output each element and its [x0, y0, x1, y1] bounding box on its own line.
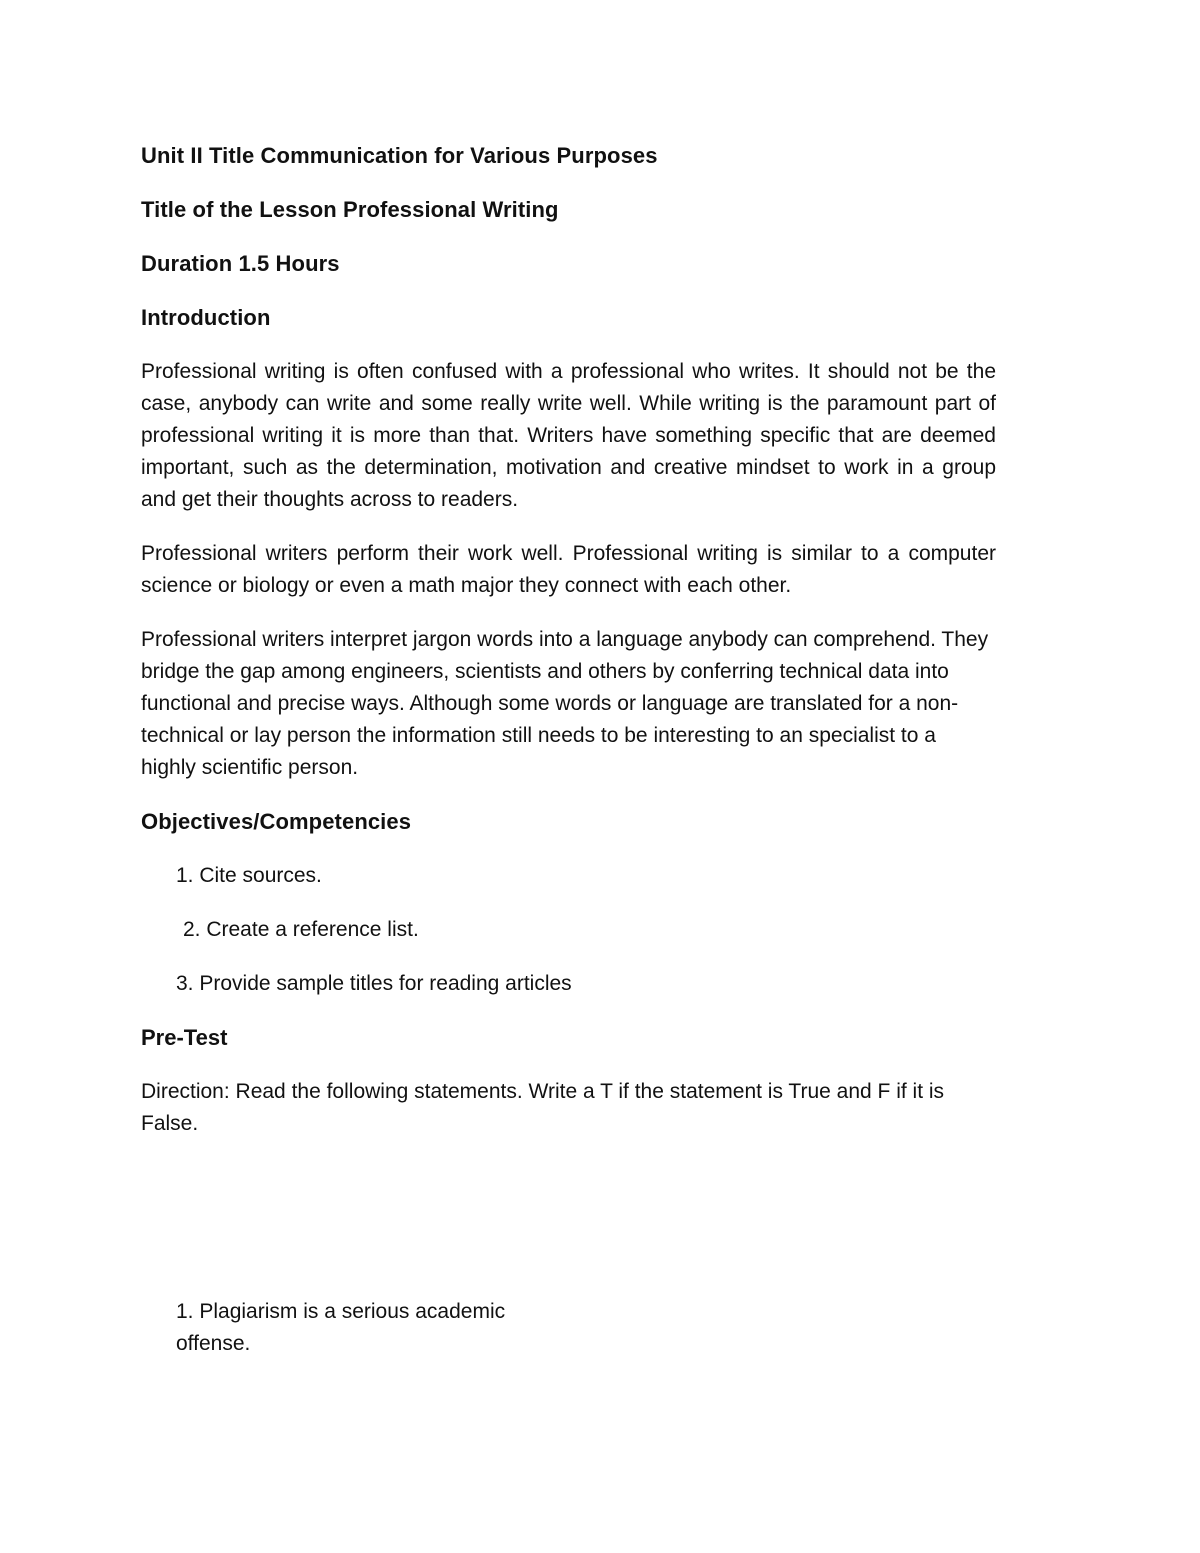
- intro-paragraph-2: Professional writers perform their work well. Professional writing is similar to a computer science or biology or even a math major they connect with each other.: [141, 542, 996, 597]
- document-content: [141, 140, 996, 1140]
- intro-paragraph-1: Professional writing is often confused with a professional who writes. It should not be the case, anybody can write and some really write well. While writing is the paramount part of professional writing it is more than that. Writers have something specific that are deemed important, such as the determination, motivation and creative mindset to work in a group and get their thoughts across to readers.: [141, 360, 996, 511]
- unit-title: Unit II Title Communication for Various Purposes: [141, 143, 658, 168]
- pretest-question-1: 1. Plagiarism is a serious academic offense.: [176, 1300, 506, 1355]
- pretest-direction: Direction: Read the following statements. Write a T if the statement is True and F if it is False.: [141, 1080, 945, 1135]
- objectives-heading: Objectives/Competencies: [141, 809, 412, 834]
- objective-item: 2. Create a reference list.: [183, 918, 419, 941]
- objective-item: 1. Cite sources.: [176, 864, 322, 887]
- objectives-list: [141, 860, 996, 1000]
- duration: Duration 1.5 Hours: [141, 251, 340, 276]
- intro-paragraph-3: Professional writers interpret jargon words into a language anybody can comprehend. They bridge the gap among engineers, scientists and others by conferring technical data into functional and precise ways. Although some words or language are translated for a non-technical or lay person the information still needs to be interesting to an specialist to a highly scientific person.: [141, 628, 989, 779]
- introduction-heading: Introduction: [141, 305, 271, 330]
- pretest-heading: Pre-Test: [141, 1025, 228, 1050]
- objective-item: 3. Provide sample titles for reading articles: [176, 972, 572, 995]
- lesson-title: Title of the Lesson Professional Writing: [141, 197, 559, 222]
